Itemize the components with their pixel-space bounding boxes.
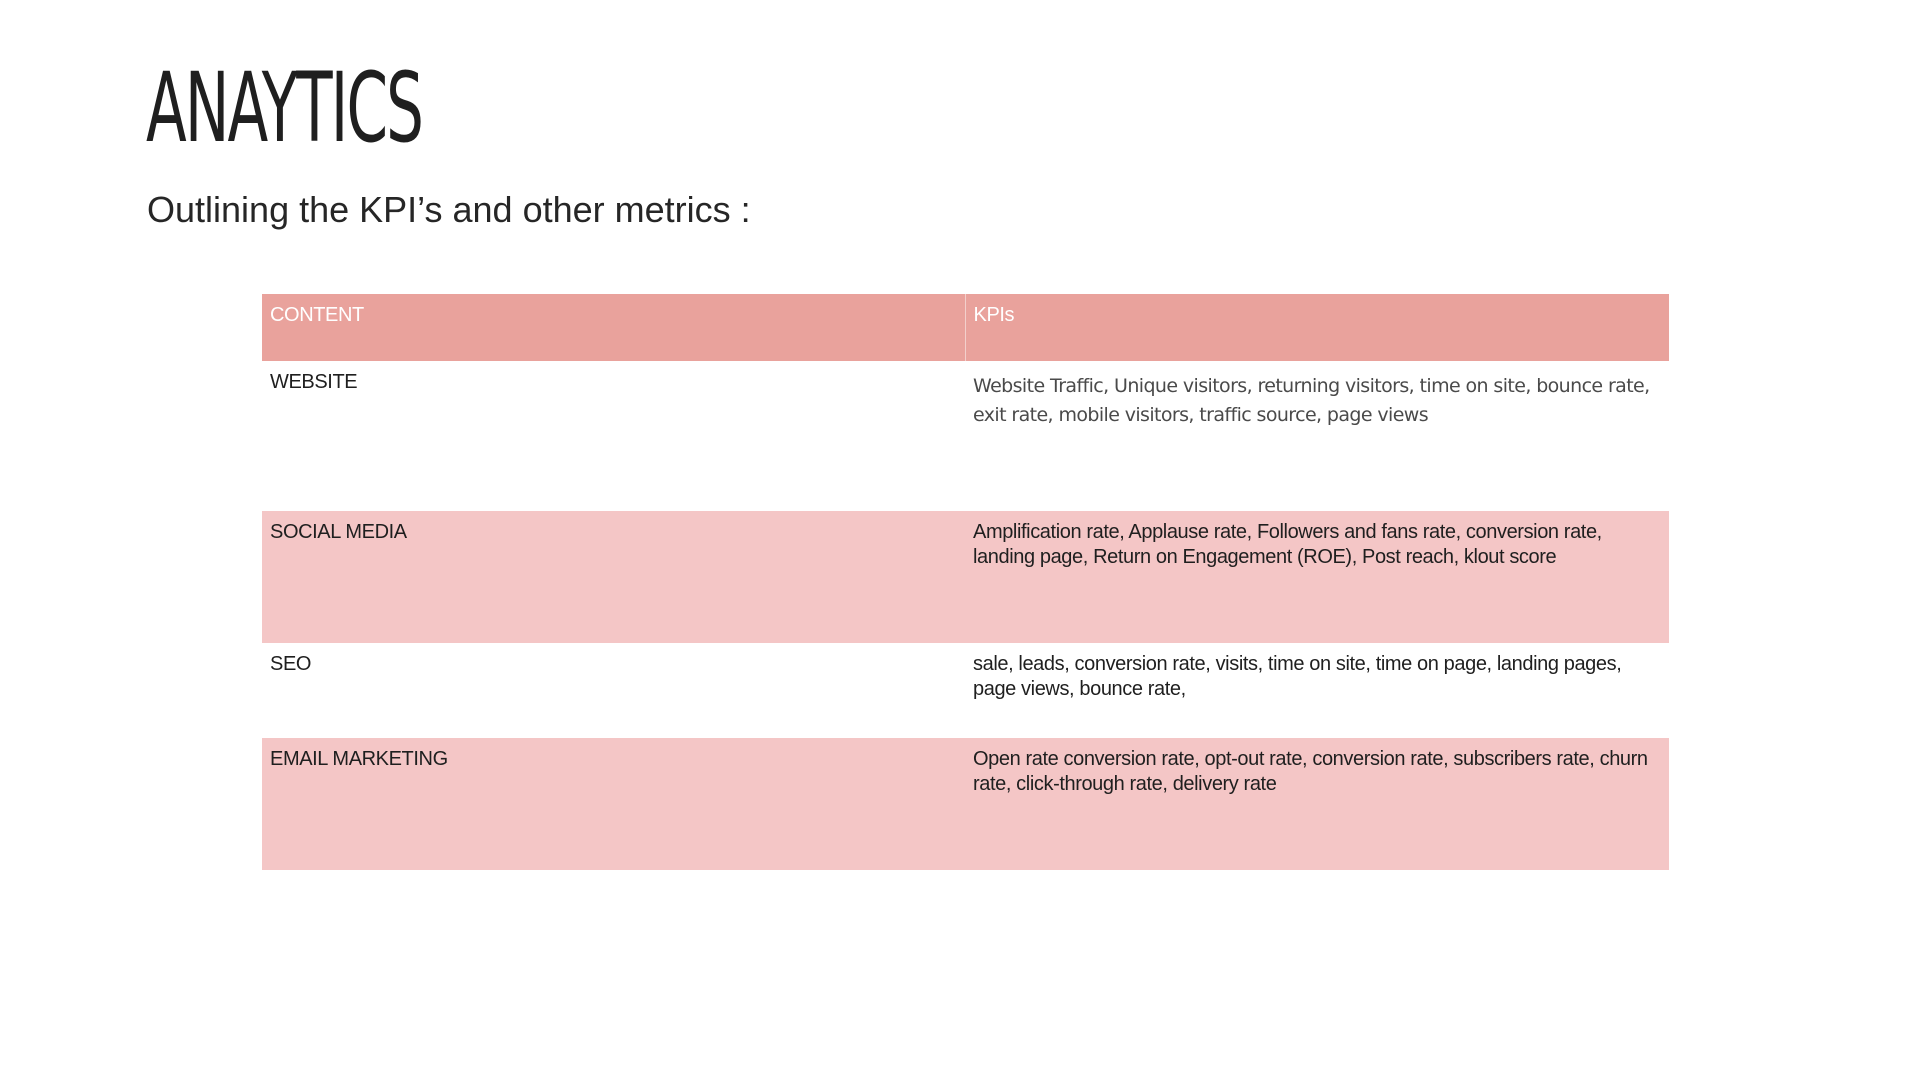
- table-row-social-media: [262, 511, 1669, 643]
- table-body: [262, 361, 1669, 870]
- slide-title: ANAYTICS: [146, 52, 423, 164]
- content-cell: WEBSITE: [270, 371, 358, 393]
- content-cell: SOCIAL MEDIA: [270, 521, 407, 543]
- table-header-row: [262, 294, 1669, 361]
- table-row-website: [262, 361, 1669, 511]
- slide-subtitle: Outlining the KPI’s and other metrics :: [147, 189, 751, 230]
- content-cell: SEO: [270, 653, 312, 675]
- table-header: [262, 294, 1669, 361]
- table-row-seo: [262, 643, 1669, 738]
- column-header-kpis: KPIs: [973, 304, 1015, 326]
- kpis-cell: Amplification rate, Applause rate, Followers and fans rate, conversion rate, landing page, Return on Engagement (ROE), Post reach, klout score: [973, 521, 1602, 568]
- kpis-cell: Website Traffic, Unique visitors, returning visitors, time on site, bounce rate, exit rate, mobile visitors, traffic source, page views: [973, 375, 1650, 426]
- content-cell: EMAIL MARKETING: [270, 748, 448, 770]
- kpis-cell: Open rate conversion rate, opt-out rate, conversion rate, subscribers rate, churn rate, click-through rate, delivery rate: [973, 748, 1648, 795]
- kpis-cell: sale, leads, conversion rate, visits, time on site, time on page, landing pages, page views, bounce rate,: [973, 653, 1622, 700]
- table-row-email-marketing: [262, 738, 1669, 870]
- column-header-content: CONTENT: [262, 294, 965, 361]
- kpi-table: [262, 294, 1669, 870]
